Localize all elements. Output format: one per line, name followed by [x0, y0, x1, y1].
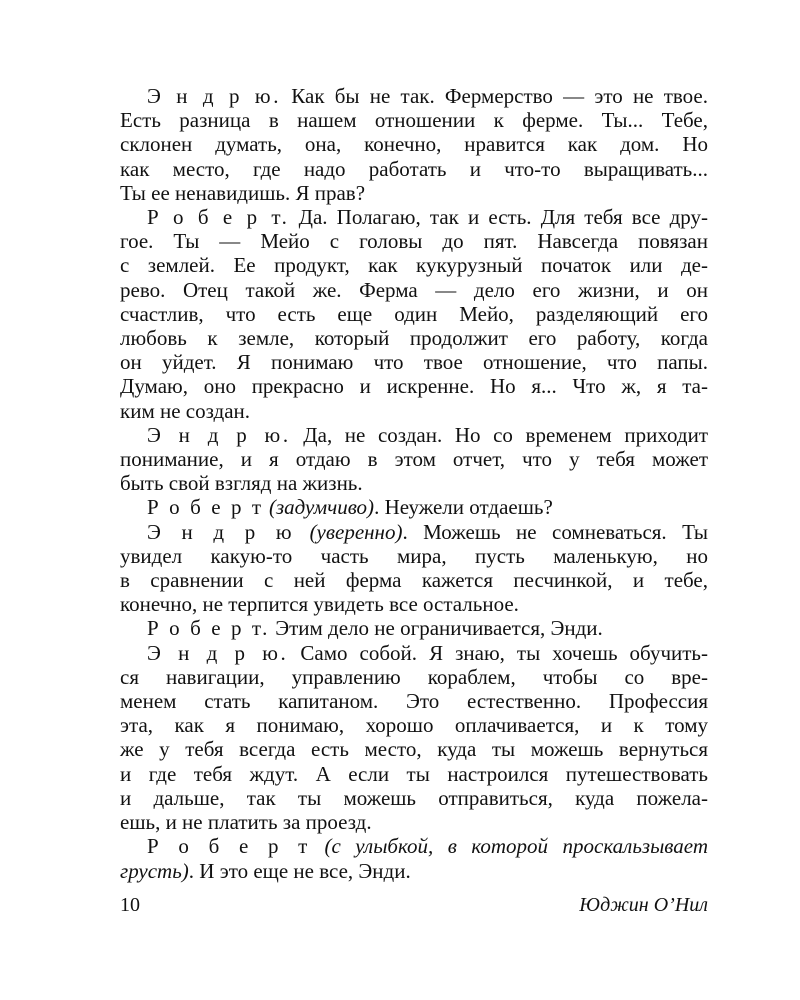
text-line — [120, 834, 708, 858]
speaker-name: Р о б е р т — [147, 834, 310, 859]
text-line: понимание, и я отдаю в этом отчет, что у тебя может — [120, 447, 708, 472]
text-line: он уйдет. Я понимаю что твое отношение, что папы. — [120, 350, 708, 375]
text-line — [120, 859, 708, 883]
line-text: . Неужели отдаешь? — [374, 495, 553, 520]
text-line — [120, 616, 708, 640]
text-line — [120, 641, 708, 665]
text-line: склонен думать, она, конечно, нравится как дом. Но — [120, 132, 708, 157]
speaker-name: Р о б е р т. — [147, 205, 290, 230]
line-text: Да, не создан. Но со временем приходит — [303, 422, 708, 447]
text-line: ешь, и не платить за проезд. — [120, 810, 372, 835]
text-line: ся навигации, управлению кораблем, чтобы со вре- — [120, 664, 708, 689]
text-line — [120, 520, 708, 544]
text-line — [120, 205, 708, 229]
text-line: конечно, не терпится увидеть все остальное. — [120, 592, 519, 617]
text-line: как место, где надо работать и что-то выращивать... — [120, 156, 708, 181]
paragraph — [120, 84, 708, 205]
text-line: Ты ее ненавидишь. Я прав? — [120, 180, 366, 205]
text-line: рево. Отец такой же. Ферма — дело его жизни, и он — [120, 277, 708, 302]
text-line: же у тебя всегда есть место, куда ты можешь вернуться — [120, 737, 708, 762]
text-line — [120, 423, 708, 447]
line-text: Этим дело не ограничивается, Энди. — [275, 616, 603, 641]
text-line: и где тебя ждут. А если ты настроился путешествовать — [120, 761, 708, 786]
text-line — [120, 495, 708, 519]
text-line: быть свой взгляд на жизнь. — [120, 471, 363, 496]
speaker-name: Э н д р ю. — [147, 640, 289, 665]
paragraph — [120, 616, 708, 640]
text-line: увидел какую-то часть мира, пусть маленькую, но — [120, 543, 708, 568]
text-line: с землей. Ее продукт, как кукурузный початок или де- — [120, 253, 708, 278]
paragraph — [120, 641, 708, 835]
line-text: Да. Полагаю, так и есть. Для тебя все дру- — [298, 205, 709, 230]
text-line: Думаю, оно прекрасно и искренне. Но я... Что ж, я та- — [120, 374, 708, 399]
line-text: . И это еще не все, Энди. — [188, 858, 411, 883]
stage-direction: грусть) — [120, 858, 189, 883]
line-text: . Можешь не сомневаться. Ты — [402, 519, 709, 544]
speaker-name: Р о б е р т. — [147, 616, 270, 641]
page-body — [120, 84, 708, 883]
paragraph — [120, 205, 708, 423]
paragraph — [120, 520, 708, 617]
running-head-author: Юджин О’Нил — [579, 894, 708, 916]
text-line: Есть разница в нашем отношении к ферме. Ты... Тебе, — [120, 108, 708, 133]
speaker-name: Э н д р ю. — [147, 422, 291, 447]
speaker-name: Э н д р ю. — [147, 84, 282, 108]
line-text: Как бы не так. Фермерство — это не твое. — [291, 84, 708, 108]
text-line: ким не создан. — [120, 398, 251, 423]
page-number: 10 — [120, 894, 140, 916]
line-text: Само собой. Я знаю, ты хочешь обучить- — [300, 640, 708, 665]
speaker-name: Р о б е р т — [147, 495, 264, 520]
stage-direction: (задумчиво) — [268, 495, 375, 520]
text-line: в сравнении с ней ферма кажется песчинкой, и тебе, — [120, 568, 708, 593]
paragraph — [120, 834, 708, 882]
paragraph — [120, 495, 708, 519]
paragraph — [120, 423, 708, 496]
speaker-name: Э н д р ю — [147, 519, 295, 544]
text-line: любовь к земле, который продолжит его работу, когда — [120, 326, 708, 351]
text-line: менем стать капитаном. Это естественно. Профессия — [120, 689, 708, 714]
text-line: гое. Ты — Мейо с головы до пят. Навсегда повязан — [120, 229, 708, 254]
page-footer — [120, 894, 708, 920]
text-line: и дальше, так ты можешь отправиться, куда пожела- — [120, 785, 708, 810]
text-line — [120, 84, 708, 108]
text-line: счастлив, что есть еще один Мейо, разделяющий его — [120, 301, 708, 326]
stage-direction: (уверенно) — [309, 519, 403, 544]
text-line: эта, как я понимаю, хорошо оплачивается, и к тому — [120, 713, 708, 738]
stage-direction: (с улыбкой, в которой проскальзывает — [324, 834, 708, 859]
